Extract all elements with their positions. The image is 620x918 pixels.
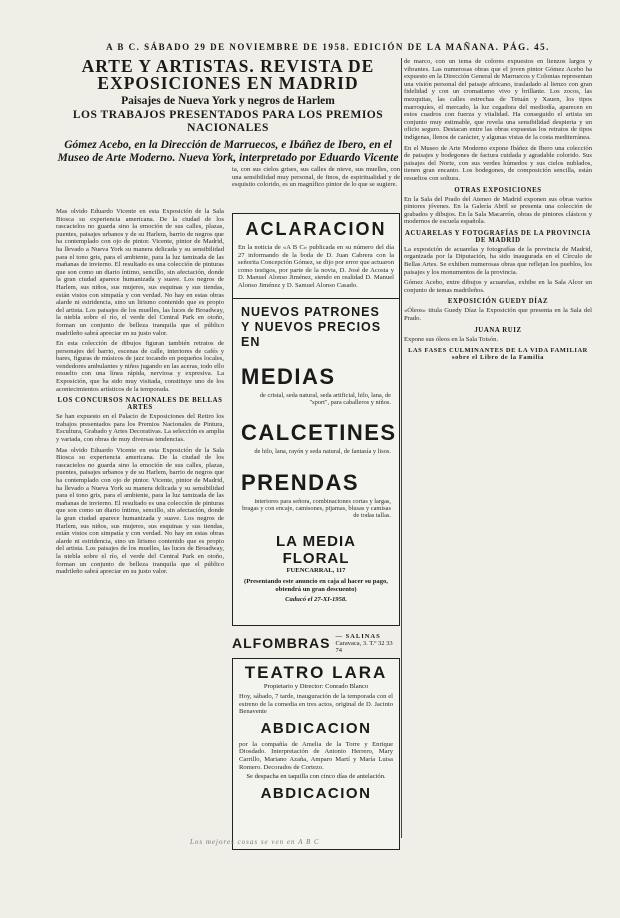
heading-otras-exposiciones: OTRAS EXPOSICIONES [454,186,542,194]
ad-prendas-text: interiores para señora, combinaciones cortas y largas, bragas y con encaje, camisones, pijamas, blusas y camisas de todas tallas. [242,497,391,520]
article-paragraph: Se han expuesto en el Palacio de Exposiciones del Retiro los trabajos presentados para los Premios Nacionales de Pintura, Escultura, Grabado y Artes Decorativas. La selección es amplia y variada, con obras de muy diversas tendencias. [56,413,224,444]
ad-la-media-floral [232,298,400,626]
ad-date: Caducó el 27-XI-1958. [285,596,347,604]
lara-tickets: Se despacha en taquilla con cinco días de antelación. [246,773,386,781]
ad-address: FUENCARRAL, 117 [286,567,346,575]
column-rule [401,58,402,838]
article-paragraph: Mas olvido Eduardo Vicente en esta Exposición de la Sala Biosca su experiencia americana. De la ciudad de los rascacielos no guarda sino la emoción de sus calles, plazas, puentes, paisajes urbanos y de su Harlem, barrio de negros que ha contemplado con ojo de pintor. Vicente, pintor de Madrid, ha llevado a Nueva York su manera delicada y su sensibilidad para el tono gris, para el ambiente, para la luz tamizada de las mañanas de invierno. El resultado es una colección de pinturas que son como un diario íntimo, sencillo, sin afectación, donde la gran ciudad aparece humanizada y suave. Los negros de Harlem, sus niños, sus mujeres, sus esquinas y sus tiendas, están vistos con simpatía y con verdad. No hay en estas obras alarde ni estridencia, sino un lirismo contenido que es propio del artista. Los paisajes de los muelles, las luces de Broadway, la niebla sobre el río, el verde del Central Park en otoño, forman un conjunto de belleza tranquila que el público madrileño sabrá apreciar en su justo valor. [56,446,224,576]
article-paragraph: En esta colección de dibujos figuran también retratos de personajes del barrio, escenas de calle, interiores de cafés y bares, figuras de músicos de jazz tocando en pequeños locales, vendedores ambulantes y niños jugando en las aceras, todo ello resuelto con una línea rápida, nerviosa y expresiva. La Exposición, que ha sido muy visitada, constituye uno de los acontecimientos artísticos de la temporada. [56,340,224,393]
lara-title: TEATRO LARA [244,663,388,682]
heading-acuarelas: ACUARELAS Y FOTOGRAFÍAS DE LA PROVINCIA DE MADRID [404,229,592,244]
ad-note: (Presentando este anuncio en caja al hacer su pago, obtendrá un gran descuento) [244,578,388,594]
right-paragraph: Expone sus óleos en la Sala Toisón. [404,335,499,343]
article-paragraph: ta, con sus cielos grises, sus calles de nieve, sus muelles, con una sensibilidad muy personal, de finos, de espiritualidad y de esquisito colorido, es un magnífico pintor de lo que se sugiere. [232,166,400,189]
lara-text: Hoy, sábado, 7 tarde, inauguración de la temporada con el estreno de la comedia en tres actos, original de D. Jacinto Benavente [239,693,393,716]
lara-play-2: ABDICACION [260,785,372,803]
lara-play: ABDICACION [260,719,372,737]
alfombras-brand: — SALINAS [335,632,381,640]
lara-director: Propietario y Director: Conrado Blanco [263,683,369,690]
heading-guedy: EXPOSICIÓN GUEDY DÍAZ [447,298,549,306]
ad-medias: MEDIAS [241,364,336,389]
ad-medias-text: de cristal, seda natural, seda artificial, hilo, lana, de "sport", para caballeros y niños. [259,392,391,407]
ad-teatro-lara [232,658,400,850]
article-deck: Gómez Acebo, en la Dirección de Marruecos, e Ibáñez de Ibero, en el Museo de Arte Moderno. Nueva York, interpretado por Eduardo Vicente [57,139,399,164]
section-heading-premios: LOS CONCURSOS NACIONALES DE BELLAS ARTES [57,397,223,412]
aclaracion-text: En la noticia de «A B C» publicada en su número del día 27 informando de la boda de D. Juan Cabrera con la señorita Concepción Gómez, se dijo por error que actuaron como testigos, por parte de la novia, D. José de Acosta y D. Manuel Alonso Jiménez, siendo en realidad D. Manuel Alonso Jiménez y D. Samuel Alonso Casado. [238,244,394,289]
ad-calcetines: CALCETINES [241,420,397,446]
lara-cast: por la compañía de Amelia de la Torre y Enrique Diosdado. Interpretación de Antonio Herrero, Mary Carrillo, Mariano Azaña, Amparo Martí y María Luisa Romero. Decorados de Cortezo. [239,740,393,771]
article-body-mid [232,166,400,189]
right-paragraph: En la Sala del Prado del Ateneo de Madrid exponen sus obras varios pintores jóvenes. En la Galería Abril se presenta una colección de grabados y dibujos. En la Sala Macarrón, obras de pintores clásicos y modernos de escuela española. [404,195,592,226]
running-head: A B C. SÁBADO 29 DE NOVIEMBRE DE 1958. EDICIÓN DE LA MAÑANA. PÁG. 45. [106,42,550,52]
heading-juana: JUANA RUIZ [474,326,522,334]
right-paragraph: En el Museo de Arte Moderno expone Ibáñez de Ibero una colección de paisajes y bodegones de factura cuidada y agradable colorido. Sus paisajes del Norte, con sus verdes húmedos y sus cielos nublados, tienen gran encanto. Los bodegones, de composición sencilla, están resueltos con soltura. [404,144,592,182]
left-section [56,56,400,803]
alfombras-brand-block [335,633,400,654]
right-paragraph: de marco, con un tema de colores expuestos en lienzos largos y vibrantes. Las numerosas obras que el joven pintor Gómez Acebo ha expuesto en la Dirección General de Marruecos y Colonias representan una visión personal del paisaje africano, trasladado al lienzo con gran fidelidad y con un cromatismo vivo y brillante. Los zocos, las mezquitas, las calles estrechas de Tetuán y Xauen, los tipos marroquíes, el mercado, la luz cegadora del mediodía, aparecen en estos cuadros con fuerza y vitalidad. Ha conseguido el artista un conjunto muy estimable, que revela una sensibilidad despierta y un oficio seguro. Destacan entre las obras expuestas los retratos de tipos indígenas, llenos de carácter, y algunas vistas de la costa mediterránea. [404,58,592,141]
alfombras-name: ALFOMBRAS [232,635,331,651]
ad-shop-name: LA MEDIA FLORAL [276,533,356,568]
article-title: ARTE Y ARTISTAS. REVISTA DE EXPOSICIONES EN MADRID [81,56,375,93]
article-kicker: LOS TRABAJOS PRESENTADOS PARA LOS PREMIOS NACIONALES [72,109,384,134]
ad-calcetines-text: de hilo, lana, rayón y seda natural, de fantasía y lisos. [254,448,391,456]
alfombras-address: Caravaca, 3. T.º 32 33 74 [335,639,393,654]
right-paragraph: La exposición de acuarelas y fotografías de la provincia de Madrid, organizada por la Diputación, ha sido inaugurada en el Círculo de Bellas Artes. Se exhiben numerosas obras que reflejan los pueblos, los paisajes y los monumentos de la provincia. [404,245,592,276]
ad-headline: NUEVOS PATRONES Y NUEVOS PRECIOS EN [241,305,382,349]
right-paragraph: Gómez Acebo, entre dibujos y acuarelas, exhibe en la Sala Alcor un conjunto de temas madrileños. [404,279,592,294]
article-paragraph: Mas olvido Eduardo Vicente en esta Exposición de la Sala Biosca su experiencia americana. De la ciudad de los rascacielos no guarda sino la emoción de sus calles, plazas, puentes, paisajes urbanos y de su Harlem, barrio de negros que ha contemplado con ojo de pintor. Vicente, pintor de Madrid, ha llevado a Nueva York su manera delicada y su sensibilidad para el tono gris, para el ambiente, para la luz tamizada de las mañanas de invierno. El resultado es una colección de pinturas que son como un diario íntimo, sencillo, sin afectación, donde la gran ciudad aparece humanizada y suave. Los negros de Harlem, sus niños, sus mujeres, sus esquinas y sus tiendas, están vistos con simpatía y con verdad. No hay en estas obras alarde ni estridencia, sino un lirismo contenido que es propio del artista. Los paisajes de los muelles, las luces de Broadway, la niebla sobre el río, el verde del Central Park en otoño, forman un conjunto de belleza tranquila que el público madrileño sabrá apreciar en su justo valor. [56,208,224,337]
heading-fases: LAS FASES CULMINANTES DE LA VIDA FAMILIAR sobre el Libro de la Familia [408,347,588,362]
ad-alfombras [232,632,400,654]
aclaracion-title: ACLARACION [245,219,387,239]
ad-prendas: PRENDAS [241,469,360,495]
footer-handwriting: Los mejores cosas se ven en A B C [190,838,320,846]
right-paragraph: «Óleos» titula Guedy Díaz la Exposición que presenta en la Sala del Prado. [404,307,592,323]
article-body-left [56,208,224,918]
right-column [404,58,592,363]
article-subtitle: Paisajes de Nueva York y negros de Harlem [121,95,335,107]
